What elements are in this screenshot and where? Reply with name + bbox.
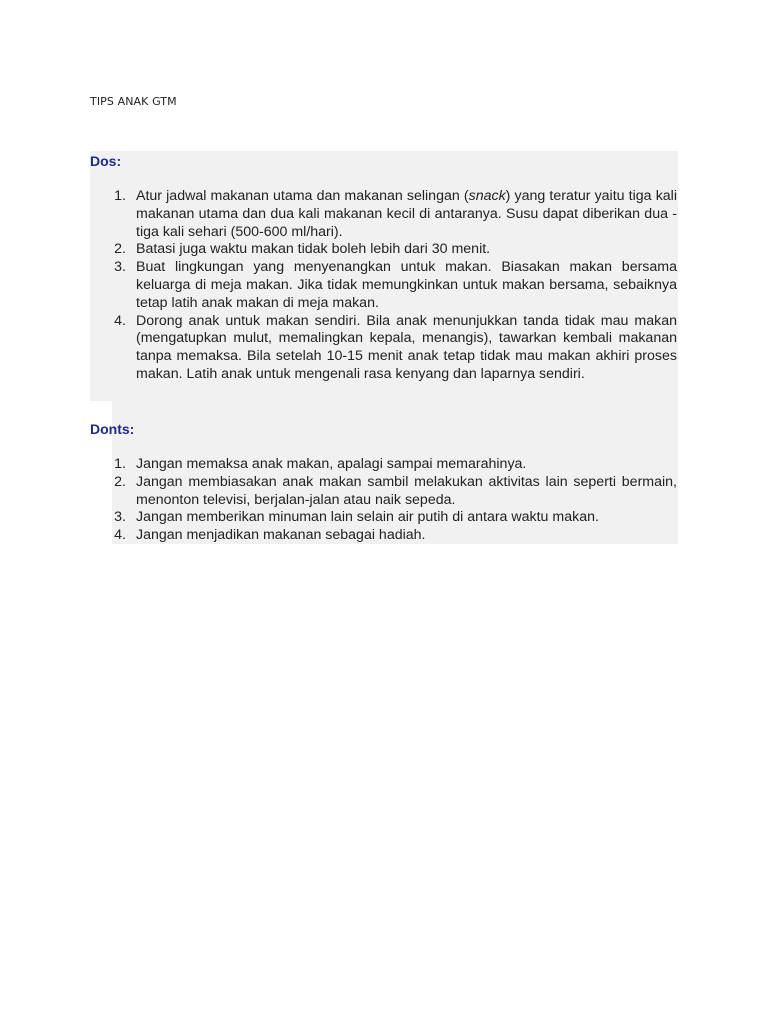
list-item-number: 4. [114, 527, 126, 544]
list-item-text: Batasi juga waktu makan tidak boleh lebih dari 30 menit. [136, 241, 491, 258]
list-item [112, 313, 677, 384]
dos-heading: Dos: [90, 153, 122, 169]
list-item [112, 474, 677, 510]
list-item-number: 2. [114, 241, 126, 258]
list-item-text: Jangan menjadikan makanan sebagai hadiah. [136, 527, 426, 544]
list-item-text: Jangan memberikan minuman lain selain air putih di antara waktu makan. [136, 509, 599, 526]
list-item-number: 3. [114, 509, 126, 526]
list-item [112, 241, 677, 259]
donts-heading: Donts: [90, 421, 135, 437]
list-item-number: 4. [114, 312, 126, 329]
list-item-number: 3. [114, 259, 126, 276]
list-item-text: Jangan membiasakan anak makan sambil melakukan aktivitas lain seperti bermain, menonton televisi, berjalan-jalan atau naik sepeda. [136, 473, 677, 508]
list-item [112, 527, 677, 545]
list-item [112, 259, 677, 312]
list-item [112, 456, 677, 474]
list-item-number: 1. [114, 456, 126, 472]
list-item [112, 509, 677, 527]
donts-list [112, 456, 677, 545]
list-item [112, 188, 677, 241]
list-item-emphasis: snack [468, 188, 506, 204]
document-title: TIPS ANAK GTM [90, 95, 177, 108]
list-item-text: Buat lingkungan yang menyenangkan untuk makan. Biasakan makan bersama keluarga di meja makan. Jika tidak memungkinkan untuk makan bersama, sebaiknya tetap latih anak makan di meja makan. [136, 259, 677, 311]
dos-list [112, 188, 677, 384]
list-item-text: Atur jadwal makanan utama dan makanan selingan (snack) yang teratur yaitu tiga kali makanan utama dan dua kali makanan kecil di antaranya. Susu dapat diberikan dua - tiga kali sehari (500-600 ml/hari). [136, 188, 677, 240]
list-item-number: 2. [114, 473, 126, 490]
list-item-text: Dorong anak untuk makan sendiri. Bila anak menunjukkan tanda tidak mau makan (mengatupkan mulut, memalingkan kepala, menangis), tawarkan kembali makanan tanpa memaksa. Bila setelah 10-15 menit anak tetap tidak mau makan akhiri proses makan. Latih anak untuk mengenali rasa kenyang dan laparnya sendiri. [136, 312, 677, 382]
list-item-text: Jangan memaksa anak makan, apalagi sampai memarahinya. [136, 456, 527, 472]
list-item-number: 1. [114, 188, 126, 204]
